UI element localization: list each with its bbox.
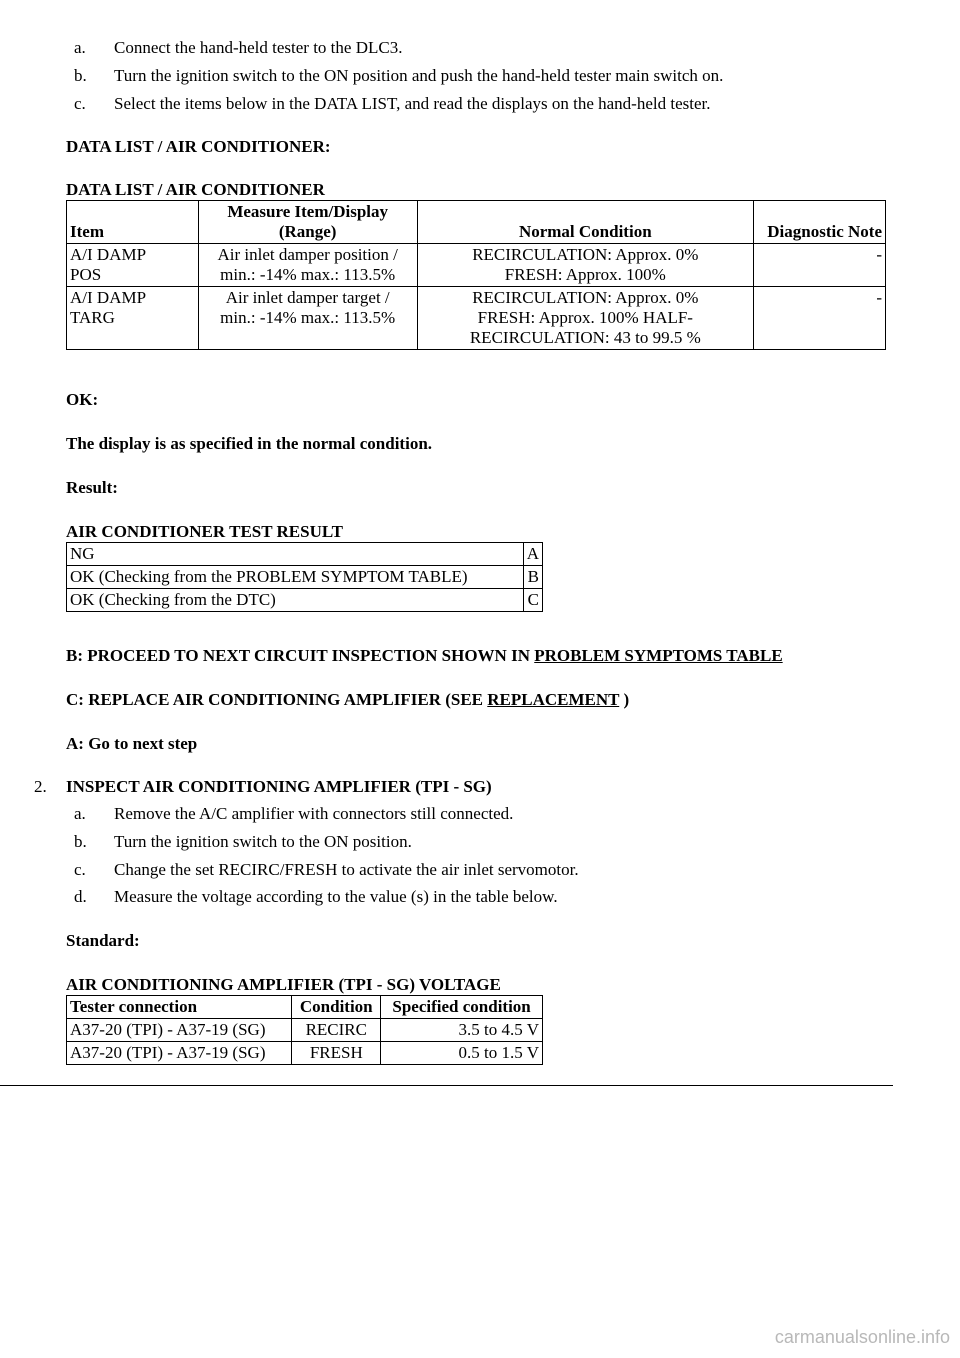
step-a [74,38,402,58]
step-text: Remove the A/C amplifier with connectors still connected. [114,804,514,823]
step-text: Change the set RECIRC/FRESH to activate the air inlet servomotor. [114,860,579,879]
cell-code: C [523,589,542,612]
cell-text: min.: -14% max.: 113.5% [220,308,396,327]
step-letter: b. [74,832,87,851]
step-letter: a. [74,804,86,823]
footer-divider [0,1085,893,1086]
cell-note: - [754,287,886,350]
voltage-table [66,995,543,1065]
action-b [66,646,783,666]
step-b [74,66,723,86]
column-header-item: Item [67,201,199,244]
column-header-note: Diagnostic Note [754,201,886,244]
datalist-table [66,200,886,350]
cell-text: min.: -14% max.: 113.5% [220,265,396,284]
step2-heading [34,777,492,797]
step-text: Measure the voltage according to the value (s) in the table below. [114,887,558,906]
test-result-table [66,542,543,612]
cell-text: A/I DAMP [70,288,147,307]
cell-text: FRESH: Approx. 100% [504,265,666,284]
cell-condition: NG [67,543,524,566]
cell-text: RECIRCULATION: 43 to 99.5 % [469,328,701,347]
cell-text: POS [70,265,102,284]
cell-text: RECIRCULATION: Approx. 0% [472,288,699,307]
ok-text: The display is as specified in the normal condition. [66,434,433,453]
step2-title: INSPECT AIR CONDITIONING AMPLIFIER (TPI - SG) [66,777,492,796]
cell-code: B [523,566,542,589]
step-letter: a. [74,38,86,57]
header-text: (Range) [278,222,337,241]
table-row [67,1019,543,1042]
column-header-connection: Tester connection [67,996,292,1019]
replacement-link[interactable]: REPLACEMENT [487,690,620,709]
cell-measure [198,244,417,287]
cell-specified: 3.5 to 4.5 V [381,1019,543,1042]
cell-text: A/I DAMP [70,245,147,264]
table-header-row [67,201,886,244]
step-text: Turn the ignition switch to the ON position and push the hand-held tester main switch on. [114,66,724,85]
cell-condition: OK (Checking from the DTC) [67,589,524,612]
cell-item [67,287,199,350]
voltage-table-caption: AIR CONDITIONING AMPLIFIER (TPI - SG) VOLTAGE [66,975,501,994]
action-c-text: C: REPLACE AIR CONDITIONING AMPLIFIER (SEE [66,690,488,709]
standard-label: Standard: [66,931,140,950]
column-header-condition: Condition [292,996,381,1019]
cell-text: Air inlet damper position / [217,245,398,264]
table-row [67,566,543,589]
watermark: carmanualsonline.info [774,1327,950,1347]
cell-condition: RECIRC [292,1019,381,1042]
cell-text: FRESH: Approx. 100% HALF- [477,308,693,327]
cell-connection: A37-20 (TPI) - A37-19 (SG) [67,1042,292,1065]
step-letter: c. [74,860,86,879]
cell-connection: A37-20 (TPI) - A37-19 (SG) [67,1019,292,1042]
action-c [66,690,629,710]
column-header-normal: Normal Condition [417,201,754,244]
table-header-row [67,996,543,1019]
cell-text: RECIRCULATION: Approx. 0% [472,245,699,264]
table-row [67,589,543,612]
action-c-suffix: ) [619,690,630,709]
cell-text: TARG [70,308,115,327]
cell-code: A [523,543,542,566]
action-b-text: B: PROCEED TO NEXT CIRCUIT INSPECTION SHOWN IN [66,646,535,665]
datalist-heading: DATA LIST / AIR CONDITIONER: [66,137,331,156]
column-header-measure [198,201,417,244]
step-letter: c. [74,94,86,113]
step-c [74,94,711,114]
cell-specified: 0.5 to 1.5 V [381,1042,543,1065]
step-letter: d. [74,887,87,906]
step-letter: b. [74,66,87,85]
cell-item [67,244,199,287]
ok-label: OK: [66,390,99,409]
result-label: Result: [66,478,118,497]
step-text: Select the items below in the DATA LIST, and read the displays on the hand-held tester. [114,94,711,113]
action-a: A: Go to next step [66,734,198,753]
table-row [67,287,886,350]
table-row [67,244,886,287]
problem-symptoms-table-link[interactable]: PROBLEM SYMPTOMS TABLE [534,646,783,665]
step-text: Connect the hand-held tester to the DLC3. [114,38,403,57]
table-row [67,1042,543,1065]
test-result-caption: AIR CONDITIONER TEST RESULT [66,522,343,541]
column-header-specified: Specified condition [381,996,543,1019]
header-text: Measure Item/Display [227,202,389,221]
cell-condition: FRESH [292,1042,381,1065]
step2-c [74,860,579,880]
step2-a [74,804,513,824]
cell-text: Air inlet damper target / [225,288,390,307]
datalist-table-caption: DATA LIST / AIR CONDITIONER [66,180,325,199]
cell-measure [198,287,417,350]
step2-number: 2. [34,777,47,796]
cell-condition: OK (Checking from the PROBLEM SYMPTOM TABLE) [67,566,524,589]
table-row [67,543,543,566]
step2-b [74,832,412,852]
step-text: Turn the ignition switch to the ON position. [114,832,412,851]
cell-normal [417,244,754,287]
cell-note: - [754,244,886,287]
cell-normal [417,287,754,350]
step2-d [74,887,558,907]
